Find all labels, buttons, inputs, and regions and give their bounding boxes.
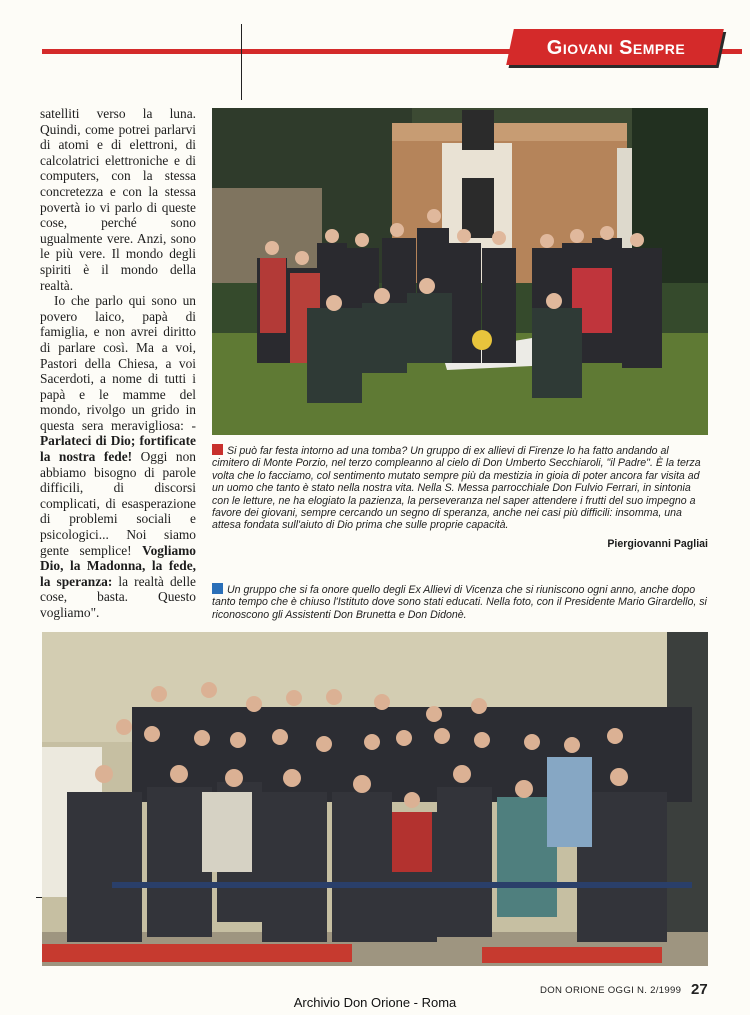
article-column bbox=[40, 106, 196, 621]
vicenza-group-photo bbox=[42, 632, 708, 966]
tomb-group-photo bbox=[212, 108, 708, 435]
emphasis-2: Vogliamo Dio, la Madonna, la fede, la speranza: bbox=[40, 542, 196, 589]
caption-marker bbox=[212, 583, 223, 594]
emphasis-1: Parlateci di Dio; fortificate la nostra fede! bbox=[40, 433, 196, 465]
photo-1-caption: Si può far festa intorno ad una tomba? Un gruppo di ex allievi di Firenze lo ha fatto andando al cimitero di Monte Porzio, nel terzo compleanno al cielo di Don Umberto Secchiaroli, "il Padre". È la terza volta che lo facciamo, col sentimento mutato sempre più da mestizia in gioia di poter ancora far visita ad un uomo che tanto è stato nella nostra vita. Nella S. Messa parrocchiale Don Fulvio Ferrari, in sintonia con le letture, ne ha elogiato la pazienza, la perseveranza nel saper attendere i frutti del suo impegno a favore dei giovani, sempre cercando un segno di speranza, anche nei casi più difficili: insomma, una attesa fondata sull'aiuto di Dio prima che sulle proprie capacità. bbox=[212, 445, 701, 532]
article-paragraph-1: satelliti verso la luna. Quindi, come potrei parlarvi di atomi e di elettroni, di calcolatrici elettroniche e di computers, con la stessa concretezza e con la stessa povertà io vi parlo di queste cose, perché sono ugualmente vere. Anzi, sono le più vere. Il mondo degli spiriti è il mondo della realtà. bbox=[40, 106, 196, 293]
magazine-issue: DON ORIONE OGGI N. 2/1999 bbox=[540, 985, 682, 996]
caption-author: Piergiovanni Pagliai bbox=[607, 538, 708, 550]
photo-2-caption: Un gruppo che si fa onore quello degli Ex Allievi di Vicenza che si riuniscono ogni anno, anche dopo tanto tempo che è chiuso l'Istituto dove sono stati educati. Nella foto, con il Presidente Mario Girardello, si riconoscono gli Assistenti Don Brunetta e Don Didonè. bbox=[212, 584, 707, 621]
page-number: 27 bbox=[691, 981, 708, 998]
section-title: Giovani Sempre bbox=[546, 37, 686, 59]
crop-mark bbox=[241, 24, 242, 100]
caption-marker bbox=[212, 444, 223, 455]
archive-label: Archivio Don Orione - Roma bbox=[293, 995, 457, 1010]
article-paragraph-2: Io che parlo qui sono un povero laico, papà di famiglia, e non avrei diritto di parlare così. Ma a voi, Pastori della Chiesa, a voi Sacerdoti, a nome di tutti i papà e le mamme del mondo, rivolgo un grido in questa sera meravigliosa: - Parlateci di Dio; fortificate la nostra fede! Oggi non abbiamo bisogno di parole difficili, di discorsi complicati, di esasperazione di problemi sociali e psicologici... Noi siamo gente semplice! Vogliamo Dio, la Madonna, la fede, la speranza: la realtà delle cose, basta. Questo vogliamo". bbox=[40, 293, 196, 620]
